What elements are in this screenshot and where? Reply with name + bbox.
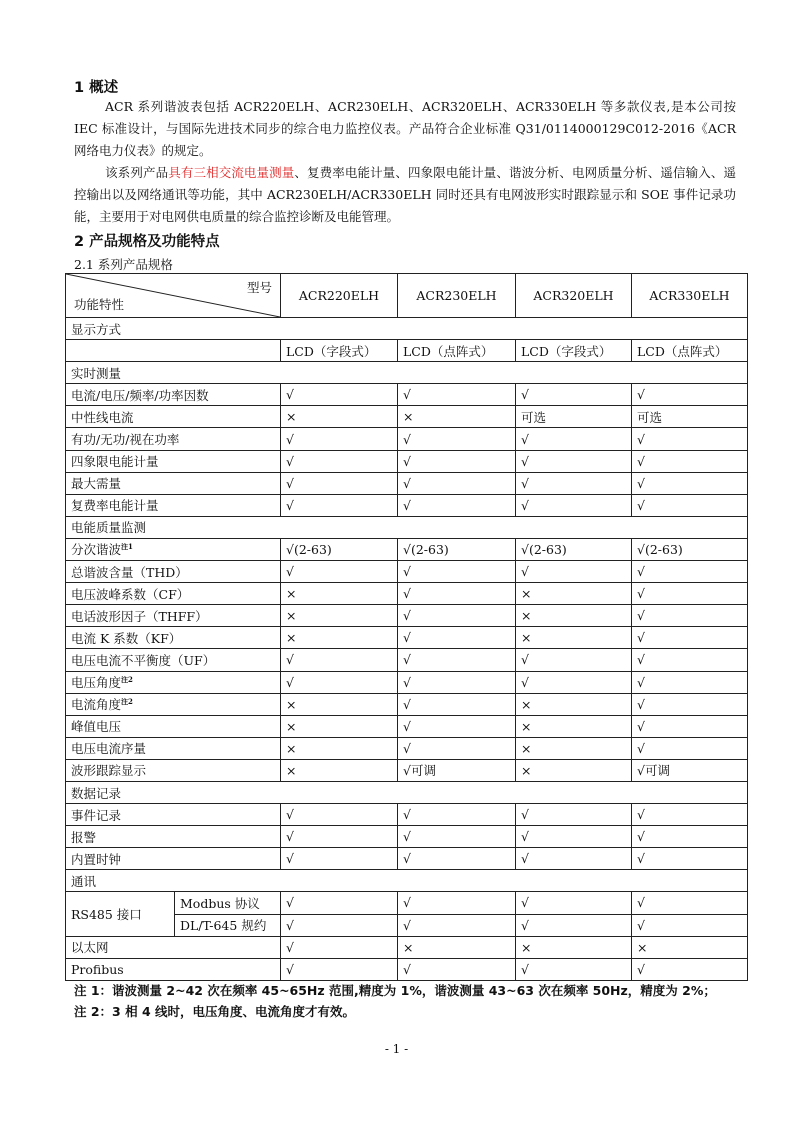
group-record-label: 数据记录 [66, 781, 748, 803]
cell: √ [398, 671, 516, 693]
cell: √ [516, 914, 632, 936]
group-row-display [66, 318, 748, 340]
row-label: 波形跟踪显示 [66, 759, 281, 781]
section-2-1-heading: 2.1 系列产品规格 [74, 257, 173, 272]
cell: LCD（点阵式） [398, 340, 516, 362]
cell: √ [398, 737, 516, 759]
cell: √ [398, 892, 516, 914]
cell: √ [398, 494, 516, 516]
cell: √ [398, 848, 516, 870]
header-model-acr320elh: ACR320ELH [516, 274, 632, 318]
row-label: 报警 [66, 826, 281, 848]
cell: √(2-63) [632, 538, 748, 560]
cell: √ [281, 494, 398, 516]
cell: √ [398, 693, 516, 715]
row-label [66, 538, 281, 560]
cell: √ [398, 804, 516, 826]
cell: √ [632, 561, 748, 583]
cell: × [281, 693, 398, 715]
cell: √ [398, 583, 516, 605]
row-label: 电压波峰系数（CF） [66, 583, 281, 605]
row-label: 电压电流序量 [66, 737, 281, 759]
cell: √ [516, 384, 632, 406]
cell: × [281, 583, 398, 605]
cell: √ [398, 958, 516, 980]
cell: × [516, 737, 632, 759]
cell: × [281, 605, 398, 627]
table-row [66, 538, 748, 560]
cell: √ [398, 605, 516, 627]
table-row [66, 892, 748, 914]
header-model-acr230elh: ACR230ELH [398, 274, 516, 318]
table-row [66, 428, 748, 450]
row-label: Profibus [66, 958, 281, 980]
section-1-heading: 1 概述 [74, 80, 119, 96]
row-label [66, 671, 281, 693]
cell: √可调 [398, 759, 516, 781]
header-model-acr220elh: ACR220ELH [281, 274, 398, 318]
cell: √ [281, 804, 398, 826]
group-quality-label: 电能质量监测 [66, 516, 748, 538]
group-row-record [66, 781, 748, 803]
cell: √ [632, 583, 748, 605]
cell: LCD（字段式） [516, 340, 632, 362]
intro-paragraph-2 [74, 162, 736, 228]
intro-paragraph-2-after: 、复费率电能计量、四象限电能计量、谐波分析、电网质量分析、遥信输入、遥控输出以及网络通讯等功能，其中 ACR230ELH/ACR330ELH 同时还具有电网波形实时跟踪显示和 SOE 事件记录功能，主要用于对电网供电质量的综合监控诊断及电能管理。 [74, 165, 736, 224]
group-display-label: 显示方式 [66, 318, 748, 340]
cell: √ [632, 914, 748, 936]
cell: LCD（点阵式） [632, 340, 748, 362]
table-row [66, 958, 748, 980]
footnote-1: 注 1：谐波测量 2~42 次在频率 45~65Hz 范围,精度为 1%，谐波测量 43~63 次在频率 50Hz，精度为 2%； [74, 983, 716, 998]
cell: √ [632, 804, 748, 826]
cell: √ [632, 737, 748, 759]
cell: √ [632, 384, 748, 406]
group-row-quality [66, 516, 748, 538]
table-row [66, 583, 748, 605]
cell: √ [281, 936, 398, 958]
intro-highlight: 具有三相交流电量测量 [168, 165, 295, 180]
cell: × [516, 936, 632, 958]
row-label-text: 电流角度 [71, 697, 122, 713]
cell: √ [516, 649, 632, 671]
cell: √ [632, 450, 748, 472]
note-1-marker: 注1 [121, 542, 133, 552]
group-row-comm [66, 870, 748, 892]
cell: √ [398, 914, 516, 936]
cell: √ [632, 826, 748, 848]
table-row [66, 848, 748, 870]
cell: × [516, 715, 632, 737]
group-realtime-label: 实时测量 [66, 362, 748, 384]
row-label: Modbus 协议 [175, 892, 281, 914]
cell: × [398, 936, 516, 958]
cell: √ [398, 384, 516, 406]
note-2-marker: 注2 [121, 696, 133, 706]
cell: √ [516, 848, 632, 870]
intro-paragraph-1-text: ACR 系列谐波表包括 ACR220ELH、ACR230ELH、ACR320ELH、ACR330ELH 等多款仪表,是本公司按 IEC 标准设计，与国际先进技术同步的综合电力监控仪表。产品符合企业标准 Q31/0114000129C012-2016《ACR 网络电力仪表》的规定。 [74, 99, 736, 158]
cell: √ [516, 826, 632, 848]
cell: √ [281, 671, 398, 693]
table-row [66, 450, 748, 472]
row-label [66, 693, 281, 715]
cell: √(2-63) [398, 538, 516, 560]
group-row-realtime [66, 362, 748, 384]
cell: × [398, 406, 516, 428]
cell: √ [632, 715, 748, 737]
cell: √ [398, 715, 516, 737]
row-label-text: 电压角度 [71, 675, 122, 691]
product-spec-table [65, 273, 748, 981]
cell: √ [516, 958, 632, 980]
table-row [66, 715, 748, 737]
cell: √ [398, 826, 516, 848]
header-diagonal-cell [66, 274, 281, 318]
cell: 可选 [632, 406, 748, 428]
note-2-marker: 注2 [121, 674, 133, 684]
cell: √ [516, 561, 632, 583]
cell: √ [398, 472, 516, 494]
cell: √ [281, 561, 398, 583]
cell: √ [632, 627, 748, 649]
cell: √ [281, 892, 398, 914]
cell: √ [632, 649, 748, 671]
table-row [66, 804, 748, 826]
row-label: 电流 K 系数（KF） [66, 627, 281, 649]
row-label: 中性线电流 [66, 406, 281, 428]
table-row [66, 649, 748, 671]
cell: √ [516, 804, 632, 826]
table-row [66, 494, 748, 516]
table-row [66, 406, 748, 428]
cell: √ [632, 472, 748, 494]
row-label: 四象限电能计量 [66, 450, 281, 472]
table-row [66, 693, 748, 715]
cell: √ [398, 561, 516, 583]
cell: √ [516, 892, 632, 914]
intro-paragraph-1 [74, 96, 736, 162]
row-label: 峰值电压 [66, 715, 281, 737]
cell: × [516, 627, 632, 649]
table-header-row [66, 274, 748, 318]
row-label: 最大需量 [66, 472, 281, 494]
cell: √(2-63) [516, 538, 632, 560]
row-label: 内置时钟 [66, 848, 281, 870]
row-label: DL/T-645 规约 [175, 914, 281, 936]
row-label-empty [66, 340, 281, 362]
cell: √ [398, 649, 516, 671]
table-row [66, 936, 748, 958]
cell: 可选 [516, 406, 632, 428]
row-label: 复费率电能计量 [66, 494, 281, 516]
cell: × [281, 627, 398, 649]
cell: √ [281, 428, 398, 450]
cell: × [281, 759, 398, 781]
cell: √ [516, 494, 632, 516]
table-row [66, 671, 748, 693]
cell: √(2-63) [281, 538, 398, 560]
cell: √可调 [632, 759, 748, 781]
cell: √ [281, 472, 398, 494]
cell: √ [632, 605, 748, 627]
cell: √ [281, 826, 398, 848]
cell: LCD（字段式） [281, 340, 398, 362]
group-comm-label: 通讯 [66, 870, 748, 892]
row-label: 总谐波含量（THD） [66, 561, 281, 583]
cell: √ [516, 450, 632, 472]
header-model-acr330elh: ACR330ELH [632, 274, 748, 318]
cell: √ [398, 627, 516, 649]
cell: × [281, 715, 398, 737]
cell: √ [398, 428, 516, 450]
table-row [66, 759, 748, 781]
table-row [66, 340, 748, 362]
row-label: 以太网 [66, 936, 281, 958]
cell: √ [632, 428, 748, 450]
cell: √ [632, 848, 748, 870]
cell: √ [632, 494, 748, 516]
table-row [66, 627, 748, 649]
row-label: 电流/电压/频率/功率因数 [66, 384, 281, 406]
cell: √ [516, 428, 632, 450]
table-row [66, 561, 748, 583]
cell: × [281, 406, 398, 428]
cell: √ [632, 671, 748, 693]
cell: × [516, 759, 632, 781]
cell: √ [281, 914, 398, 936]
cell: √ [516, 472, 632, 494]
cell: √ [632, 693, 748, 715]
table-row [66, 605, 748, 627]
header-model-label: 型号 [246, 280, 272, 295]
header-feature-label: 功能特性 [74, 297, 125, 312]
cell: √ [281, 848, 398, 870]
cell: × [516, 693, 632, 715]
table-row [66, 737, 748, 759]
table-row [66, 384, 748, 406]
row-label: 电话波形因子（THFF） [66, 605, 281, 627]
page-number: - 1 - [384, 1042, 409, 1056]
cell: × [516, 605, 632, 627]
cell: × [632, 936, 748, 958]
cell: √ [281, 384, 398, 406]
table-row [66, 472, 748, 494]
intro-paragraph-2-before: 该系列产品 [105, 165, 169, 180]
footnote-2: 注 2：3 相 4 线时，电压角度、电流角度才有效。 [74, 1004, 356, 1019]
cell: √ [516, 671, 632, 693]
cell: √ [398, 450, 516, 472]
cell: √ [281, 649, 398, 671]
row-label: 事件记录 [66, 804, 281, 826]
cell: × [516, 583, 632, 605]
cell: √ [632, 892, 748, 914]
cell: √ [632, 958, 748, 980]
row-label: 电压电流不平衡度（UF） [66, 649, 281, 671]
row-label-text: 分次谐波 [71, 542, 122, 558]
cell: √ [281, 958, 398, 980]
section-2-heading: 2 产品规格及功能特点 [74, 234, 220, 250]
table-row [66, 826, 748, 848]
row-label: 有功/无功/视在功率 [66, 428, 281, 450]
rs485-label: RS485 接口 [66, 892, 175, 936]
cell: × [281, 737, 398, 759]
cell: √ [281, 450, 398, 472]
